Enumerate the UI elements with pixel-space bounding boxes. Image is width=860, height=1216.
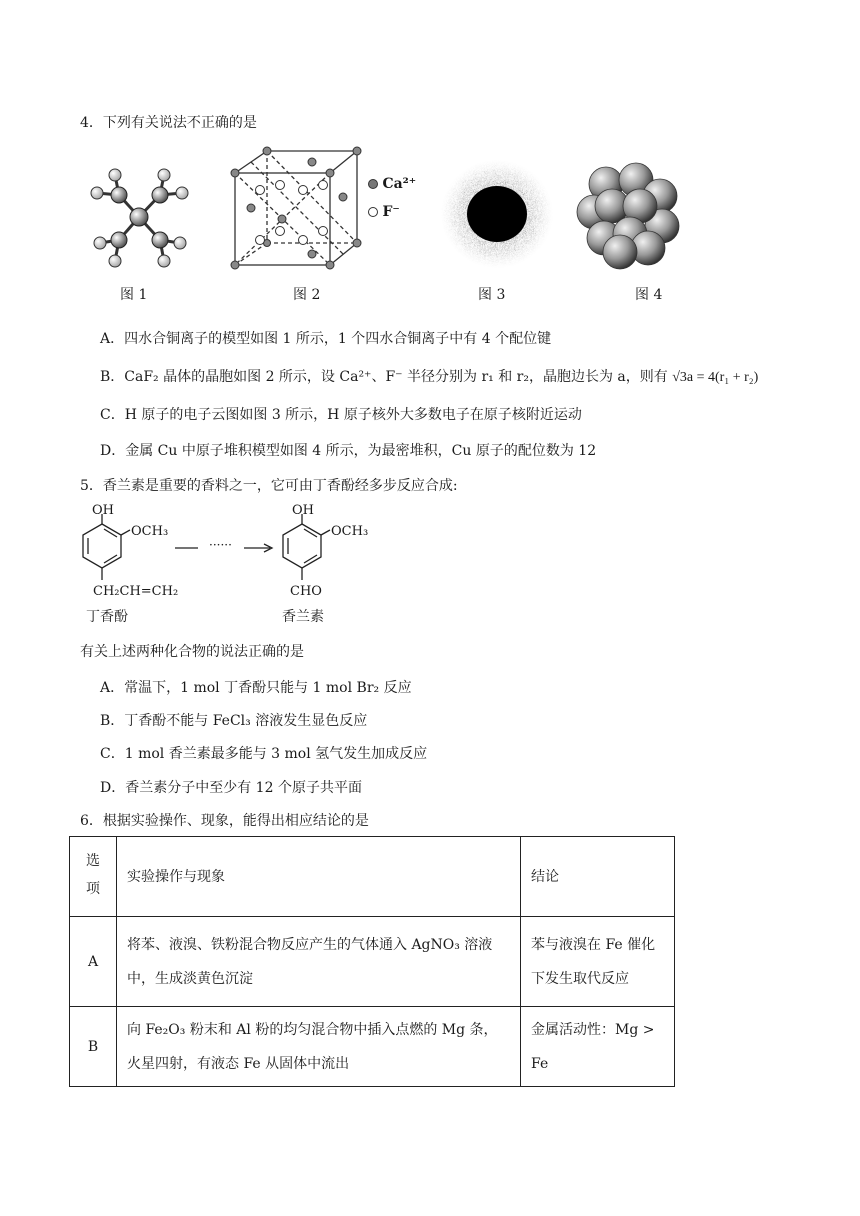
q5-option-c: C．1 mol 香兰素最多能与 3 mol 氢气发生加成反应 xyxy=(100,746,428,762)
q5-option-b: B．丁香酚不能与 FeCl₃ 溶液发生显色反应 xyxy=(100,713,368,729)
q4-option-b-formula: √3a = 4(r₁ + r₂) xyxy=(672,370,759,385)
header-option: 选项 xyxy=(70,837,117,917)
table-row xyxy=(70,917,675,1007)
q6-stem: 6．根据实验操作、现象，能得出相应结论的是 xyxy=(80,813,369,829)
header-conclusion: 结论 xyxy=(521,837,675,917)
q6-table xyxy=(69,836,675,1087)
figure-1-molecule-model xyxy=(82,165,197,275)
left-och3-label: OCH₃ xyxy=(131,524,169,539)
figure-4-close-packing xyxy=(574,162,680,270)
q5-stem: 5．香兰素是重要的香料之一，它可由丁香酚经多步反应合成: xyxy=(80,478,458,494)
row-b-operation: 向 Fe₂O₃ 粉末和 Al 粉的均匀混合物中插入点燃的 Mg 条，火星四射，有液态 Fe 从固体中流出 xyxy=(117,1007,521,1087)
q4-option-c: C．H 原子的电子云图如图 3 所示，H 原子核外大多数电子在原子核附近运动 xyxy=(100,407,582,423)
header-operation: 实验操作与现象 xyxy=(117,837,521,917)
figure-4-caption: 图 4 xyxy=(635,287,663,303)
q4-option-d: D．金属 Cu 中原子堆积模型如图 4 所示，为最密堆积，Cu 原子的配位数为 12 xyxy=(100,443,597,459)
right-och3-label: OCH₃ xyxy=(331,524,369,539)
ca-ion-icon xyxy=(368,179,378,189)
figure-3-electron-cloud xyxy=(440,158,555,270)
left-compound-name: 丁香酚 xyxy=(86,609,128,625)
right-oh-label: OH xyxy=(292,503,314,518)
right-cho-label: CHO xyxy=(290,584,322,599)
reaction-arrow-dots: ······ xyxy=(209,538,232,552)
row-a-option: A xyxy=(70,917,117,1007)
figure-1-caption: 图 1 xyxy=(120,287,148,303)
q5-option-a: A．常温下，1 mol 丁香酚只能与 1 mol Br₂ 反应 xyxy=(100,680,412,696)
table-row xyxy=(70,1007,675,1087)
row-b-conclusion: 金属活动性：Mg > Fe xyxy=(521,1007,675,1087)
q4-option-b: B．CaF₂ 晶体的晶胞如图 2 所示，设 Ca²⁺、F⁻ 半径分别为 r₁ 和 r₂，晶胞边长为 a，则有 √3a = 4(r₁ + r₂) xyxy=(100,369,759,385)
q5-question: 有关上述两种化合物的说法正确的是 xyxy=(80,644,304,660)
q5-option-d: D．香兰素分子中至少有 12 个原子共平面 xyxy=(100,780,362,796)
figure-3-caption: 图 3 xyxy=(478,287,506,303)
figure-2-unit-cell xyxy=(225,145,365,273)
left-chain-label: CH₂CH=CH₂ xyxy=(93,584,179,599)
table-header-row xyxy=(70,837,675,917)
row-a-operation: 将苯、液溴、铁粉混合物反应产生的气体通入 AgNO₃ 溶液中，生成淡黄色沉淀 xyxy=(117,917,521,1007)
left-oh-label: OH xyxy=(92,503,114,518)
q4-stem: 4．下列有关说法不正确的是 xyxy=(80,115,257,131)
row-a-conclusion: 苯与液溴在 Fe 催化下发生取代反应 xyxy=(521,917,675,1007)
q4-option-a: A．四水合铜离子的模型如图 1 所示，1 个四水合铜离子中有 4 个配位键 xyxy=(100,331,552,347)
row-b-option: B xyxy=(70,1007,117,1087)
figure-2-caption: 图 2 xyxy=(293,287,321,303)
legend-ca: Ca²⁺ xyxy=(368,176,416,192)
legend-f: F⁻ xyxy=(368,204,400,220)
f-ion-icon xyxy=(368,207,378,217)
right-compound-name: 香兰素 xyxy=(282,609,324,625)
